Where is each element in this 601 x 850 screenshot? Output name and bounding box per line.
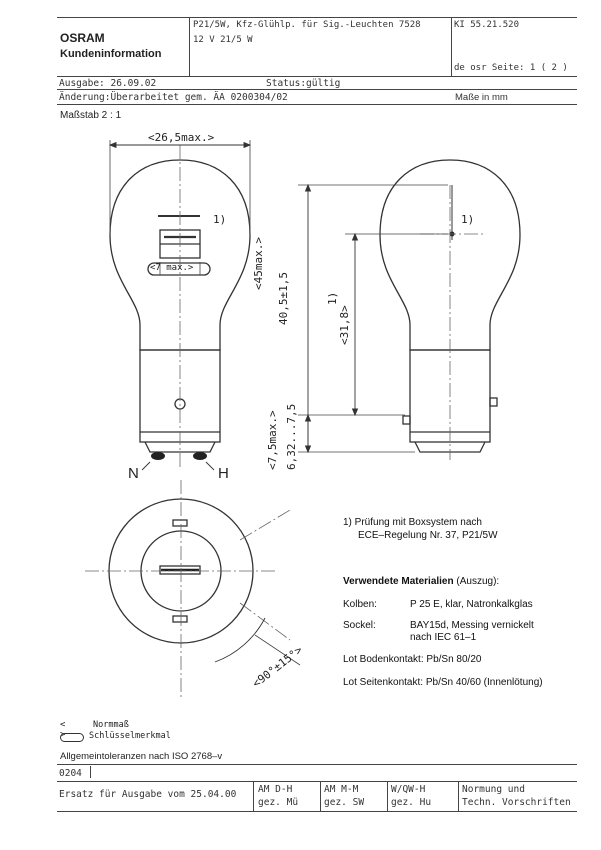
bulb-label: Kolben: bbox=[343, 599, 377, 610]
legend-nominal: Normmaß bbox=[93, 720, 129, 730]
dim-filament-height: <31,8> bbox=[338, 305, 351, 345]
product-description: P21/5W, Kfz-Glühlp. für Sig.-Leuchten 7528 bbox=[193, 20, 421, 30]
solder-bottom: Lot Bodenkontakt: Pb/Sn 80/20 bbox=[343, 654, 482, 665]
base-value-1: BAY15d, Messing vernickelt bbox=[410, 620, 534, 631]
replacement-note: Ersatz für Ausgabe vom 25.04.00 bbox=[59, 789, 237, 800]
units-note: Maße in mm bbox=[455, 92, 508, 103]
angle-dimension-arc bbox=[215, 618, 265, 662]
change-note: Änderung:Überarbeitet gem. ÄA 0200304/02 bbox=[59, 92, 288, 103]
dept2-signed: gez. SW bbox=[324, 797, 365, 808]
scale-label: Maßstab 2 : 1 bbox=[60, 110, 122, 121]
base-label: Sockel: bbox=[343, 620, 376, 631]
dim-filament-note: 1) bbox=[326, 291, 339, 305]
dim-overall: 40,5±1,5 bbox=[277, 272, 290, 325]
footer-code: 0204 bbox=[59, 768, 82, 779]
dim-width: <26,5max.> bbox=[148, 131, 215, 144]
contact-h-label: H bbox=[218, 465, 229, 482]
tolerance-note: Allgemeintoleranzen nach ISO 2768–v bbox=[60, 751, 223, 762]
doc-type: Kundeninformation bbox=[60, 48, 162, 60]
dept1-name: AM D-H bbox=[258, 784, 293, 795]
doc-number: KI 55.21.520 bbox=[454, 20, 520, 30]
filament-note-side: 1) bbox=[461, 213, 475, 226]
materials-heading bbox=[343, 576, 499, 587]
dept3-signed: gez. Hu bbox=[391, 797, 432, 808]
base-value-2: nach IEC 61–1 bbox=[410, 632, 477, 643]
status: Status:gültig bbox=[266, 78, 341, 89]
dim-filament: <7 max.> bbox=[150, 263, 194, 273]
norm-dept-line-2: Techn. Vorschriften bbox=[462, 797, 571, 808]
filament-note-front: 1) bbox=[213, 213, 227, 226]
dim-angle: <90°±15°> bbox=[250, 643, 305, 691]
product-rating: 12 V 21/5 W bbox=[193, 35, 253, 45]
dept3-name: W/QW-H bbox=[391, 784, 426, 795]
legend-key: Schlüsselmerkmal bbox=[89, 731, 171, 741]
nominal-dimension-icon: < > bbox=[60, 720, 66, 740]
dept1-signed: gez. Mü bbox=[258, 797, 299, 808]
contact-n-label: N bbox=[128, 465, 139, 482]
footnote-line-1: 1) Prüfung mit Boxsystem nach bbox=[343, 517, 482, 528]
bulb-value: P 25 E, klar, Natronkalkglas bbox=[410, 599, 533, 610]
dim-base-max: <7,5max.> bbox=[266, 410, 279, 470]
footnote-line-2: ECE–Regelung Nr. 37, P21/5W bbox=[358, 530, 498, 541]
dim-base-range: 6,32...7,5 bbox=[285, 403, 298, 470]
dept2-name: AM M-M bbox=[324, 784, 359, 795]
dim-overall-max: <45max.> bbox=[252, 237, 265, 290]
materials-suffix: (Auszug): bbox=[456, 576, 500, 587]
issue-date: Ausgabe: 26.09.02 bbox=[59, 78, 157, 89]
norm-dept-line-1: Normung und bbox=[462, 784, 525, 795]
company-name: OSRAM bbox=[60, 31, 105, 45]
materials-title: Verwendete Materialien bbox=[343, 576, 454, 587]
key-feature-icon bbox=[60, 733, 84, 742]
page-info: de osr Seite: 1 ( 2 ) bbox=[454, 63, 568, 73]
solder-side: Lot Seitenkontakt: Pb/Sn 40/60 (Innenlötung) bbox=[343, 677, 543, 688]
